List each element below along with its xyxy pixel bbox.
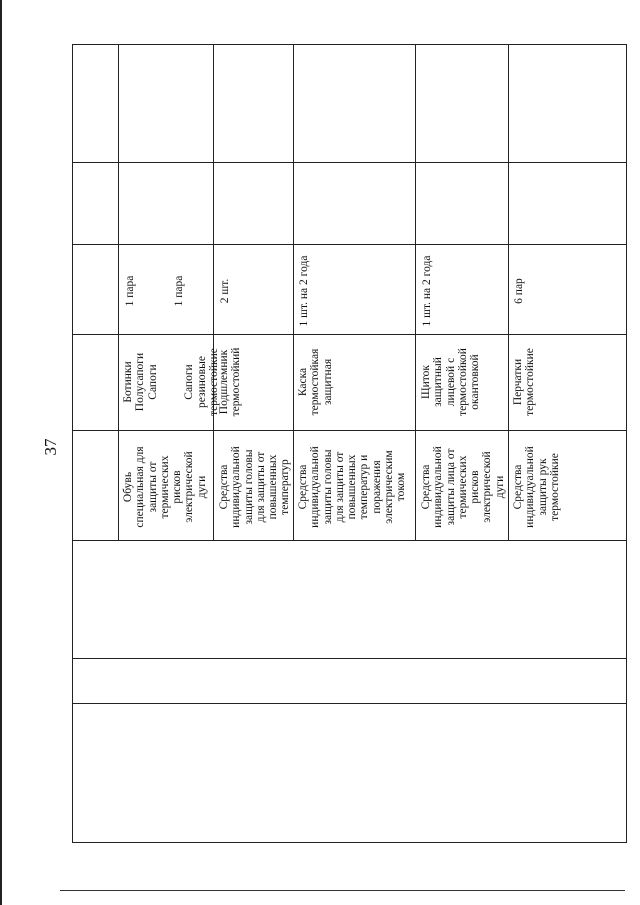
grid-line — [72, 703, 627, 704]
grid-line — [72, 334, 627, 335]
item-cell: Ботинки Полусапоги Сапоги Сапоги резиновые термостойкие — [122, 348, 221, 416]
page-bottom-rule — [60, 890, 625, 891]
category-cell: Средства индивидуальной защиты головы для защиты от повышенных температур — [218, 446, 292, 528]
grid-line — [72, 540, 627, 541]
grid-line — [72, 244, 627, 245]
page-number: 37 — [41, 438, 60, 456]
grid-line — [213, 44, 214, 540]
item-cell: Подшлемник термостойкий — [218, 347, 243, 417]
grid-line — [72, 430, 627, 431]
grid-line — [415, 44, 416, 540]
category-cell: Обувь специальная для защиты от термических рисков электрической дуги — [122, 446, 208, 528]
grid-line — [508, 44, 509, 540]
grid-line — [72, 162, 627, 163]
quantity-cell: 1 шт. на 2 года — [298, 255, 310, 327]
grid-line — [72, 658, 627, 659]
category-cell: Средства индивидуальной защиты рук термостойкие — [512, 446, 561, 528]
category-cell: Средства индивидуальной защиты головы для защиты от повышенных температур и поражения электрическим током — [297, 446, 408, 528]
quantity-cell: 1 шт. на 2 года — [421, 255, 433, 327]
item-cell: Перчатки термостойкие — [512, 348, 537, 416]
quantity-cell: 6 пар — [513, 278, 525, 304]
quantity-cell: 2 шт. — [219, 278, 231, 304]
item-cell: Каска термостойкая защитная — [297, 348, 334, 416]
quantity-cell: 1 пара 1 пара — [124, 275, 186, 307]
grid-line — [118, 44, 119, 540]
grid-line — [293, 44, 294, 540]
category-cell: Средства индивидуальной защиты лица от термических рисков электрической дуги — [420, 446, 506, 528]
item-cell: Щиток защитный лицевой с термостойкой окантовкой — [420, 348, 482, 416]
